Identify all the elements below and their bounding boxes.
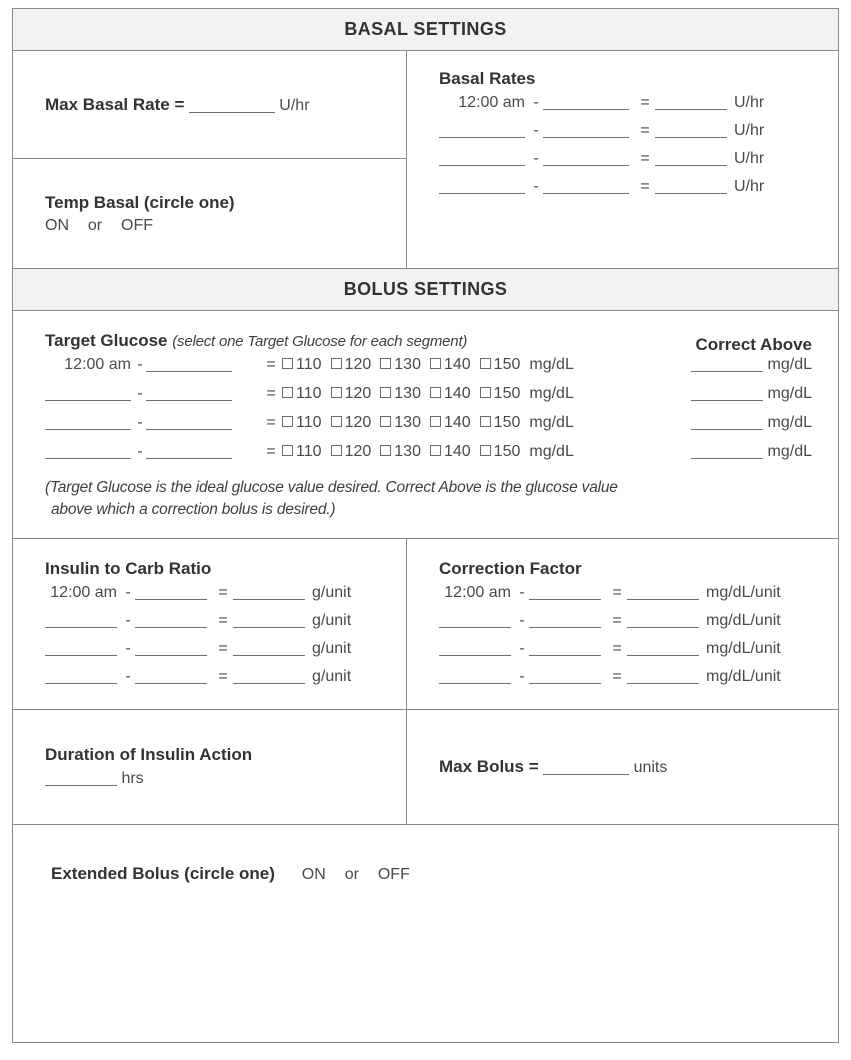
option-130[interactable] [380,414,421,431]
temp-basal-options [45,217,235,235]
correct-above-input[interactable] [691,384,763,401]
carb-ratio-unit: g/unit [312,667,352,685]
option-150[interactable] [480,414,521,431]
duration-insulin-action-unit: hrs [121,770,144,788]
explanation-line-1: (Target Glucose is the ideal glucose value desired. Correct Above is the glucose value [45,479,618,496]
segment-end-input[interactable] [146,413,260,442]
checkbox-icon[interactable] [430,358,441,369]
target-glucose-explanation [45,477,838,522]
max-basal-rate-input[interactable] [189,96,275,113]
target-glucose-note: (select one Target Glucose for each segment) [172,333,468,350]
equals-sign: = [266,414,276,431]
correction-factor-cell [407,539,838,709]
basal-rates-table [439,93,764,205]
checkbox-icon[interactable] [282,358,293,369]
option-label: 110 [296,385,322,402]
extended-bolus-cell [13,825,838,924]
equals-sign: = [218,639,228,657]
checkbox-icon[interactable] [282,445,293,456]
basal-rates-block [407,51,838,215]
segment-end-input[interactable] [529,583,607,611]
target-glucose-options [282,355,652,384]
segment-dash: - [137,385,143,402]
segment-start-input[interactable] [439,177,529,205]
table-row [45,639,351,667]
segment-start-time: 12:00 am [458,94,525,111]
equals-sign: = [218,583,228,601]
equals-sign: = [640,122,650,139]
equals-sign: = [218,667,228,685]
segment-end-input[interactable] [529,611,607,639]
equals-sign: = [640,94,650,111]
settings-form [12,8,839,1043]
option-label: 120 [344,385,372,402]
option-140[interactable] [430,443,471,460]
segment-dash: - [519,583,525,601]
option-label: 150 [493,385,521,402]
basal-rate-unit: U/hr [734,122,765,139]
segment-end-input[interactable] [543,177,635,205]
segment-dash: - [519,639,525,657]
equals-sign: = [612,611,622,629]
segment-end-input[interactable] [146,355,260,384]
segment-end-input[interactable] [146,384,260,413]
basal-rate-input[interactable] [655,149,732,177]
equals-sign: = [218,611,228,629]
equals-sign: = [612,583,622,601]
table-row [45,384,838,413]
checkbox-icon[interactable] [380,416,391,427]
correct-above-input[interactable] [691,355,763,372]
segment-start-time: 12:00 am [444,583,511,601]
segment-dash: - [533,178,539,195]
option-140[interactable] [430,414,471,431]
checkbox-icon[interactable] [430,445,441,456]
extended-bolus-or-label: or [344,866,359,884]
segment-start-input[interactable] [439,639,515,667]
basal-rate-input[interactable] [655,121,732,149]
carb-ratio-unit: g/unit [312,583,352,601]
option-label: 130 [394,414,421,431]
equals-sign: = [612,667,622,685]
temp-basal-block [13,193,235,235]
carb-ratio-unit: g/unit [312,639,352,657]
basal-rates-cell [407,51,838,268]
segment-start-input[interactable] [439,121,529,149]
segment-dash: - [125,611,131,629]
checkbox-icon[interactable] [380,358,391,369]
table-row [439,121,764,149]
segment-end-input[interactable] [135,667,213,695]
table-row [439,149,764,177]
option-140[interactable] [430,356,471,373]
equals-sign: = [640,150,650,167]
segment-dash: - [137,356,143,373]
segment-dash: - [125,667,131,685]
option-label: 140 [443,356,471,373]
max-bolus-cell [407,710,838,824]
basal-body-row [13,51,838,269]
max-basal-rate-label: Max Basal Rate = [45,94,185,114]
segment-start-input[interactable] [439,149,529,177]
checkbox-icon[interactable] [480,387,491,398]
option-label: 140 [443,414,471,431]
duration-insulin-action-block [13,745,252,788]
segment-dash: - [533,122,539,139]
table-row [439,667,781,695]
target-glucose-options [282,384,652,413]
correction-factor-input[interactable] [627,583,704,611]
correct-above-cell [652,355,838,384]
table-row [45,413,838,442]
correct-above-unit: mg/dL [767,356,812,373]
correction-factor-table [439,583,781,695]
duration-insulin-action-cell [13,710,407,824]
correct-above-unit: mg/dL [767,385,812,402]
correction-factor-unit: mg/dL/unit [706,611,781,629]
option-140[interactable] [430,385,471,402]
bolus-settings-title: BOLUS SETTINGS [343,279,508,299]
segment-dash: - [125,583,131,601]
target-glucose-options [282,442,652,471]
segment-end-input[interactable] [135,639,213,667]
target-glucose-block [13,311,838,538]
segment-start-input[interactable] [45,413,134,442]
segment-start-input[interactable] [439,667,515,695]
segment-dash: - [533,94,539,111]
option-130[interactable] [380,443,421,460]
option-110[interactable] [282,385,322,402]
extended-bolus-line [13,864,410,884]
segment-start-input[interactable] [45,384,134,413]
checkbox-icon[interactable] [380,387,391,398]
max-bolus-line [407,757,667,777]
equals-sign: = [612,639,622,657]
option-label: 110 [296,414,322,431]
segment-start-input[interactable] [45,442,134,471]
basal-rate-unit: U/hr [734,94,765,111]
duration-insulin-action-line [45,769,252,788]
checkbox-icon[interactable] [430,416,441,427]
correction-factor-input[interactable] [627,667,704,695]
correction-factor-input[interactable] [627,611,704,639]
carb-ratio-input[interactable] [233,667,310,695]
explanation-line-2: above which a correction bolus is desired.) [51,501,336,519]
bolus-settings-header [13,269,838,311]
target-glucose-unit: mg/dL [529,356,574,373]
equals-sign: = [266,356,276,373]
basal-settings-header [13,9,838,51]
option-label: 120 [344,414,372,431]
extended-bolus-off-option[interactable]: OFF [377,866,410,884]
correct-above-cell [652,413,838,442]
option-label: 120 [344,443,372,460]
option-label: 150 [493,356,521,373]
checkbox-icon[interactable] [480,416,491,427]
segment-start-time: 12:00 am [64,356,131,373]
option-label: 150 [493,443,521,460]
option-label: 150 [493,414,521,431]
segment-start-input[interactable] [45,667,121,695]
insulin-to-carb-table [45,583,351,695]
temp-basal-cell [13,159,406,268]
correct-above-input[interactable] [691,413,763,430]
duration-maxbolus-row [13,710,838,825]
checkbox-icon[interactable] [331,416,342,427]
option-150[interactable] [480,385,521,402]
segment-start-input[interactable] [45,639,121,667]
basal-rate-unit: U/hr [734,150,765,167]
target-glucose-options [282,413,652,442]
correct-above-unit: mg/dL [767,443,812,460]
option-120[interactable] [331,385,372,402]
segment-end-input[interactable] [529,639,607,667]
target-glucose-heading [45,331,638,351]
max-bolus-label: Max Bolus = [439,756,539,776]
table-row [439,611,781,639]
equals-sign: = [640,178,650,195]
target-glucose-row [13,311,838,539]
segment-end-input[interactable] [543,149,635,177]
segment-end-input[interactable] [135,583,213,611]
option-110[interactable] [282,356,322,373]
table-row [439,93,764,121]
segment-dash: - [519,611,525,629]
temp-basal-off-option[interactable]: OFF [121,216,154,234]
option-120[interactable] [331,414,372,431]
target-glucose-unit: mg/dL [529,385,574,402]
max-bolus-unit: units [633,758,668,776]
basal-rate-unit: U/hr [734,178,765,195]
option-150[interactable] [480,443,521,460]
max-basal-rate-cell [13,51,406,159]
option-130[interactable] [380,385,421,402]
table-row [439,177,764,205]
correction-factor-title: Correction Factor [439,558,582,578]
option-label: 140 [443,443,471,460]
target-glucose-unit: mg/dL [529,414,574,431]
checkbox-icon[interactable] [331,387,342,398]
extended-bolus-row [13,825,838,924]
checkbox-icon[interactable] [282,387,293,398]
segment-end-input[interactable] [135,611,213,639]
equals-sign: = [266,443,276,460]
table-row [45,583,351,611]
table-row [45,355,838,384]
extended-bolus-label: Extended Bolus (circle one) [51,864,275,884]
target-glucose-title: Target Glucose [45,331,168,350]
carb-ratio-input[interactable] [233,639,310,667]
ratio-factor-row [13,539,838,710]
basal-left-column [13,51,407,268]
checkbox-icon[interactable] [282,416,293,427]
correction-factor-unit: mg/dL/unit [706,667,781,685]
basal-settings-title: BASAL SETTINGS [344,19,507,39]
segment-dash: - [519,667,525,685]
checkbox-icon[interactable] [331,358,342,369]
extended-bolus-options [302,866,410,883]
correction-factor-unit: mg/dL/unit [706,583,781,601]
option-label: 140 [443,385,471,402]
segment-end-input[interactable] [146,442,260,471]
option-110[interactable] [282,414,322,431]
table-row [45,667,351,695]
checkbox-icon[interactable] [480,445,491,456]
table-row [45,611,351,639]
target-glucose-heading-row [45,331,838,355]
option-130[interactable] [380,356,421,373]
carb-ratio-unit: g/unit [312,611,352,629]
checkbox-icon[interactable] [480,358,491,369]
table-row [45,442,838,471]
checkbox-icon[interactable] [331,445,342,456]
checkbox-icon[interactable] [430,387,441,398]
correct-above-input[interactable] [691,442,763,459]
option-label: 130 [394,356,421,373]
segment-start-input[interactable] [439,611,515,639]
option-label: 110 [296,356,322,373]
segment-start-input[interactable] [45,611,121,639]
option-label: 130 [394,385,421,402]
insulin-to-carb-cell [13,539,407,709]
max-basal-rate-line [13,95,310,115]
option-120[interactable] [331,356,372,373]
checkbox-icon[interactable] [380,445,391,456]
option-label: 110 [296,443,322,460]
option-label: 130 [394,443,421,460]
segment-end-input[interactable] [529,667,607,695]
max-bolus-input[interactable] [543,758,629,775]
option-150[interactable] [480,356,521,373]
table-row [439,583,781,611]
carb-ratio-input[interactable] [233,611,310,639]
extended-bolus-on-option[interactable]: ON [301,866,326,884]
duration-insulin-action-title: Duration of Insulin Action [45,745,253,765]
correct-above-unit: mg/dL [767,414,812,431]
temp-basal-label: Temp Basal (circle one) [45,192,235,212]
basal-rate-input[interactable] [655,177,732,205]
segment-dash: - [137,414,143,431]
option-label: 120 [344,356,372,373]
correction-factor-input[interactable] [627,639,704,667]
insulin-to-carb-title: Insulin to Carb Ratio [45,558,212,578]
correction-factor-unit: mg/dL/unit [706,639,781,657]
equals-sign: = [266,385,276,402]
segment-dash: - [125,639,131,657]
option-120[interactable] [331,443,372,460]
temp-basal-or-label: or [87,216,103,234]
segment-dash: - [137,443,143,460]
correct-above-cell [652,384,838,413]
segment-end-input[interactable] [543,93,635,121]
segment-start-time: 12:00 am [50,583,117,601]
segment-end-input[interactable] [543,121,635,149]
target-glucose-unit: mg/dL [529,443,574,460]
basal-rate-input[interactable] [655,93,732,121]
temp-basal-on-option[interactable]: ON [45,216,69,234]
max-basal-rate-unit: U/hr [279,96,310,114]
correct-above-cell [652,442,838,471]
basal-rates-title: Basal Rates [439,69,536,88]
correct-above-header: Correct Above [695,335,812,354]
target-glucose-table [45,355,838,471]
duration-insulin-action-input[interactable] [45,769,117,786]
carb-ratio-input[interactable] [233,583,310,611]
option-110[interactable] [282,443,322,460]
segment-dash: - [533,150,539,167]
table-row [439,639,781,667]
